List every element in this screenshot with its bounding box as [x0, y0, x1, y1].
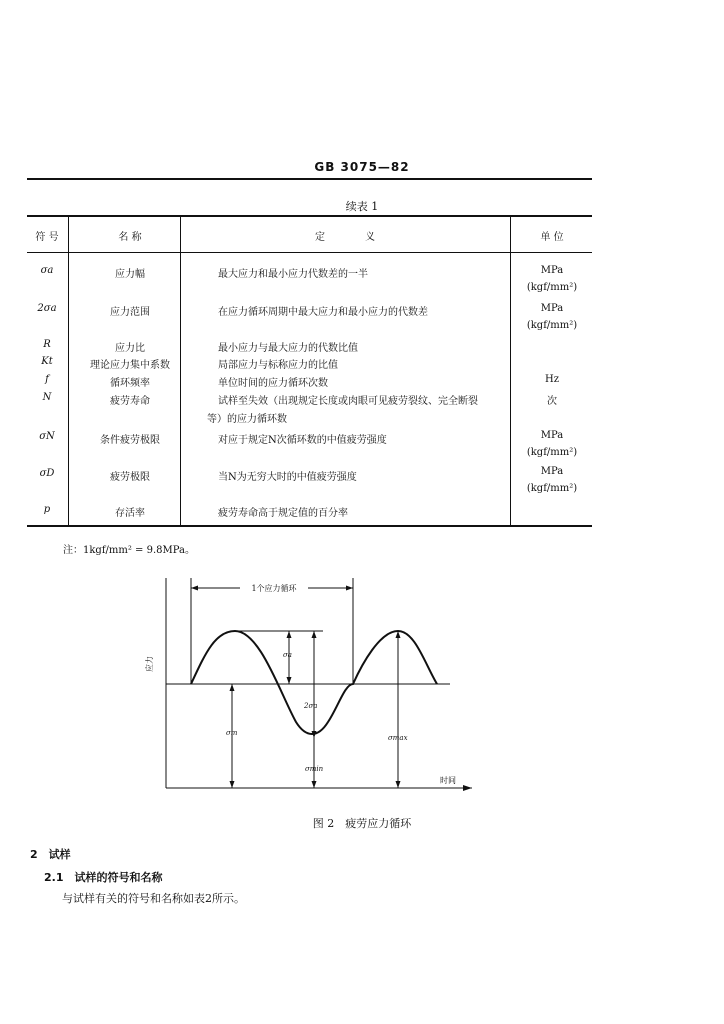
min-stress-arrow-bottom [312, 781, 317, 788]
sigma-a-label: σa [283, 651, 292, 659]
mean-stress-arrow-bottom [230, 781, 235, 788]
table-row-symbol: Kt [41, 356, 53, 367]
table-row-definition-continued: 等）的应力循环数 [207, 414, 287, 425]
table-caption: 续表 1 [345, 200, 379, 213]
table-header-rule [27, 252, 592, 253]
table-row-name: 疲劳寿命 [110, 396, 150, 407]
table-bottom-rule [27, 525, 592, 527]
column-header-definition: 定 义 [315, 232, 375, 243]
table-row-definition: 疲劳寿命高于规定值的百分率 [218, 508, 348, 519]
table-row-name: 存活率 [115, 508, 145, 519]
range-arrow-top [312, 631, 317, 638]
table-top-rule [27, 215, 592, 217]
table-row-name: 条件疲劳极限 [100, 435, 160, 446]
max-stress-arrow-bottom [396, 781, 401, 788]
table-row-definition: 单位时间的应力循环次数 [218, 378, 328, 389]
column-header-symbol: 符 号 [35, 232, 59, 243]
amplitude-arrow-bottom [287, 677, 292, 684]
table-row-unit-secondary: (kgf/mm²) [526, 282, 578, 293]
table-row-definition: 最小应力与最大应力的代数比值 [218, 343, 358, 354]
figure-caption: 图 2 疲劳应力循环 [312, 817, 412, 830]
sigma-m-label: σm [226, 729, 238, 737]
cycle-label: 1个应力循环 [251, 584, 297, 593]
mean-stress-arrow-top [230, 684, 235, 691]
table-row-unit-secondary: (kgf/mm²) [526, 483, 578, 494]
cycle-arrow-left [191, 586, 198, 591]
header-rule [27, 178, 592, 180]
table-row-name: 疲劳极限 [110, 472, 150, 483]
table-row-name: 应力幅 [115, 269, 145, 280]
table-row-unit: MPa [540, 265, 564, 276]
table-column-divider [68, 216, 69, 525]
fatigue-stress-cycle-figure [0, 560, 724, 810]
table-row-symbol: p [43, 504, 51, 515]
table-row-name: 循环频率 [110, 378, 150, 389]
column-header-unit: 单 位 [540, 232, 564, 243]
two-sigma-a-label: 2σa [304, 702, 318, 710]
table-row-name: 应力范围 [110, 307, 150, 318]
subsection-heading: 2.1 试样的符号和名称 [44, 871, 163, 884]
body-paragraph: 与试样有关的符号和名称如表2所示。 [62, 892, 245, 905]
section-heading: 2 试样 [30, 848, 71, 861]
table-row-definition: 对应于规定N次循环数的中值疲劳强度 [218, 435, 387, 446]
table-row-symbol: N [42, 392, 52, 403]
table-row-symbol: σa [40, 265, 54, 276]
table-row-unit: Hz [545, 374, 559, 385]
table-row-symbol: f [45, 374, 49, 385]
table-row-symbol: σN [39, 431, 55, 442]
table-row-symbol: R [43, 339, 51, 350]
table-row-definition: 当N为无穷大时的中值疲劳强度 [218, 472, 357, 483]
table-row-unit-secondary: (kgf/mm²) [526, 447, 578, 458]
table-row-definition: 试样至失效（出现规定长度或肉眼可见疲劳裂纹、完全断裂 [218, 396, 478, 407]
sigma-min-label: σmin [305, 765, 324, 773]
column-header-name: 名 称 [118, 232, 142, 243]
cycle-arrow-right [346, 586, 353, 591]
document-code: GB 3075—82 [314, 160, 410, 174]
table-row-unit-secondary: (kgf/mm²) [526, 320, 578, 331]
table-row-unit: MPa [540, 430, 564, 441]
table-row-symbol: 2σa [37, 303, 57, 314]
table-row-name: 理论应力集中系数 [90, 360, 170, 371]
table-row-unit: MPa [540, 466, 564, 477]
table-row-definition: 在应力循环周期中最大应力和最小应力的代数差 [218, 307, 428, 318]
table-column-divider [180, 216, 181, 525]
x-axis-label: 时间 [440, 776, 456, 785]
table-row-unit: MPa [540, 303, 564, 314]
amplitude-arrow-top [287, 631, 292, 638]
table-row-definition: 最大应力和最小应力代数差的一半 [218, 269, 368, 280]
table-row-name: 应力比 [115, 343, 145, 354]
sigma-max-label: σmax [388, 734, 408, 742]
table-column-divider [510, 216, 511, 525]
x-axis-arrow [463, 785, 472, 791]
y-axis-label: 应力 [145, 656, 154, 672]
table-row-symbol: σD [39, 468, 55, 479]
table-row-definition: 局部应力与标称应力的比值 [218, 360, 338, 371]
table-row-unit: 次 [547, 396, 557, 407]
table-note: 注：1kgf/mm² = 9.8MPa。 [63, 545, 195, 556]
